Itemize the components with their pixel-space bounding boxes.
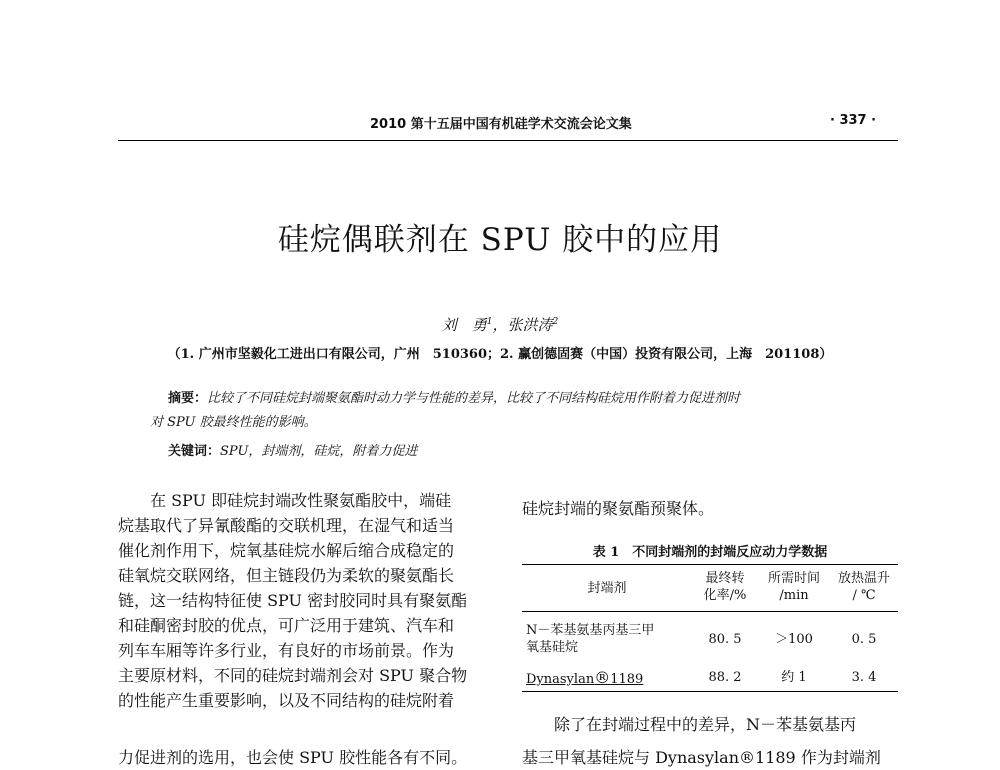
row1-agent-l2: 氧基硅烷: [526, 640, 579, 655]
body-left-line: 链，这一结构特征使 SPU 密封胶同时具有聚氨酯: [118, 591, 468, 610]
body-left-line: 列车车厢等许多行业，有良好的市场前景。作为: [118, 641, 455, 660]
body-left-line: 硅氧烷交联网络，但主链段仍为柔软的聚氨酯长: [118, 566, 455, 585]
col-header-temp: [830, 570, 898, 604]
body-left-line: 力促进剂的选用，也会使 SPU 胶性能各有不同。: [118, 748, 468, 767]
body-left-line: 主要原材料，不同的硅烷封端剂会对 SPU 聚合物: [118, 666, 468, 685]
abstract-label: 摘要：: [168, 391, 208, 406]
abstract: [168, 387, 740, 406]
col-header-temp-l2: / ℃: [852, 588, 876, 603]
row2-temp: 3. 4: [851, 670, 877, 685]
author-2-affil: 2: [552, 317, 559, 327]
row1-temp: 0. 5: [851, 632, 877, 647]
table-row: [526, 669, 643, 688]
running-header-title: 2010 第十五届中国有机硅学术交流会论文集: [370, 117, 632, 132]
body-right-top: 硅烷封端的聚氨酯预聚体。: [522, 499, 715, 518]
author-1: 刘 勇: [441, 316, 487, 334]
col-header-time-l2: /min: [779, 588, 809, 603]
keywords-text: SPU，封端剂，硅烷，附着力促进: [220, 444, 418, 459]
author-2: 张洪涛: [507, 316, 553, 334]
col-header-conversion-l1: 最终转: [705, 571, 745, 586]
table-top-rule: [522, 564, 898, 565]
body-left-line: 和硅酮密封胶的优点，可广泛用于建筑、汽车和: [118, 616, 455, 635]
body-right-line: 除了在封端过程中的差异，N－苯基氨基丙: [522, 715, 857, 734]
body-left-line: 的性能产生重要影响，以及不同结构的硅烷附着: [118, 691, 455, 710]
col-header-time: [758, 570, 830, 604]
body-right-line: 基三甲氧基硅烷与 Dynasylan®1189 作为封端剂: [522, 748, 881, 767]
row1-agent-l1: N－苯基氨基丙基三甲: [526, 623, 655, 638]
col-header-agent: 封端剂: [587, 581, 627, 596]
body-left-line: 在 SPU 即硅烷封端改性聚氨酯胶中，端硅: [118, 491, 452, 510]
affiliations: （1. 广州市坚毅化工进出口有限公司，广州 510360；2. 赢创德固赛（中国）投资有限公司，上海 201108）: [167, 347, 833, 362]
table-caption: 表 1 不同封端剂的封端反应动力学数据: [592, 545, 828, 560]
row2-agent-reg: ®: [594, 668, 611, 687]
authors: [0, 314, 1000, 335]
row1-conversion: 80. 5: [708, 632, 742, 647]
col-header-conversion: [692, 570, 758, 604]
row2-agent-num: 1189: [610, 672, 644, 687]
body-left-line: 催化剂作用下，烷氧基硅烷水解后缩合成稳定的: [118, 541, 455, 560]
paper-title: 硅烷偶联剂在 SPU 胶中的应用: [277, 222, 723, 258]
page-number: · 337 ·: [830, 113, 877, 128]
row1-time: ＞100: [775, 632, 813, 647]
col-header-time-l1: 所需时间: [767, 571, 820, 586]
col-header-conversion-l2: 化率/%: [703, 588, 747, 603]
table-header-rule: [522, 611, 898, 612]
row2-agent: Dynasylan: [526, 672, 595, 687]
row2-conversion: 88. 2: [708, 670, 742, 685]
abstract-line-1: 比较了不同硅烷封端聚氨酯时动力学与性能的差异，比较了不同结构硅烷用作附着力促进剂时: [207, 391, 741, 406]
col-header-temp-l1: 放热温升: [837, 571, 890, 586]
row2-time: 约 1: [781, 670, 807, 685]
header-rule: [118, 140, 898, 141]
abstract-line-2: 对 SPU 胶最终性能的影响。: [150, 415, 317, 430]
author-1-affil: 1: [486, 317, 493, 327]
author-separator: ，: [492, 316, 508, 334]
table-bottom-rule: [522, 691, 898, 692]
keywords-label: 关键词：: [168, 444, 221, 459]
table-row: [526, 622, 654, 656]
keywords: [168, 440, 417, 459]
abstract-continued: [150, 411, 317, 430]
body-left-line: 烷基取代了异氰酸酯的交联机理，在湿气和适当: [118, 516, 455, 535]
